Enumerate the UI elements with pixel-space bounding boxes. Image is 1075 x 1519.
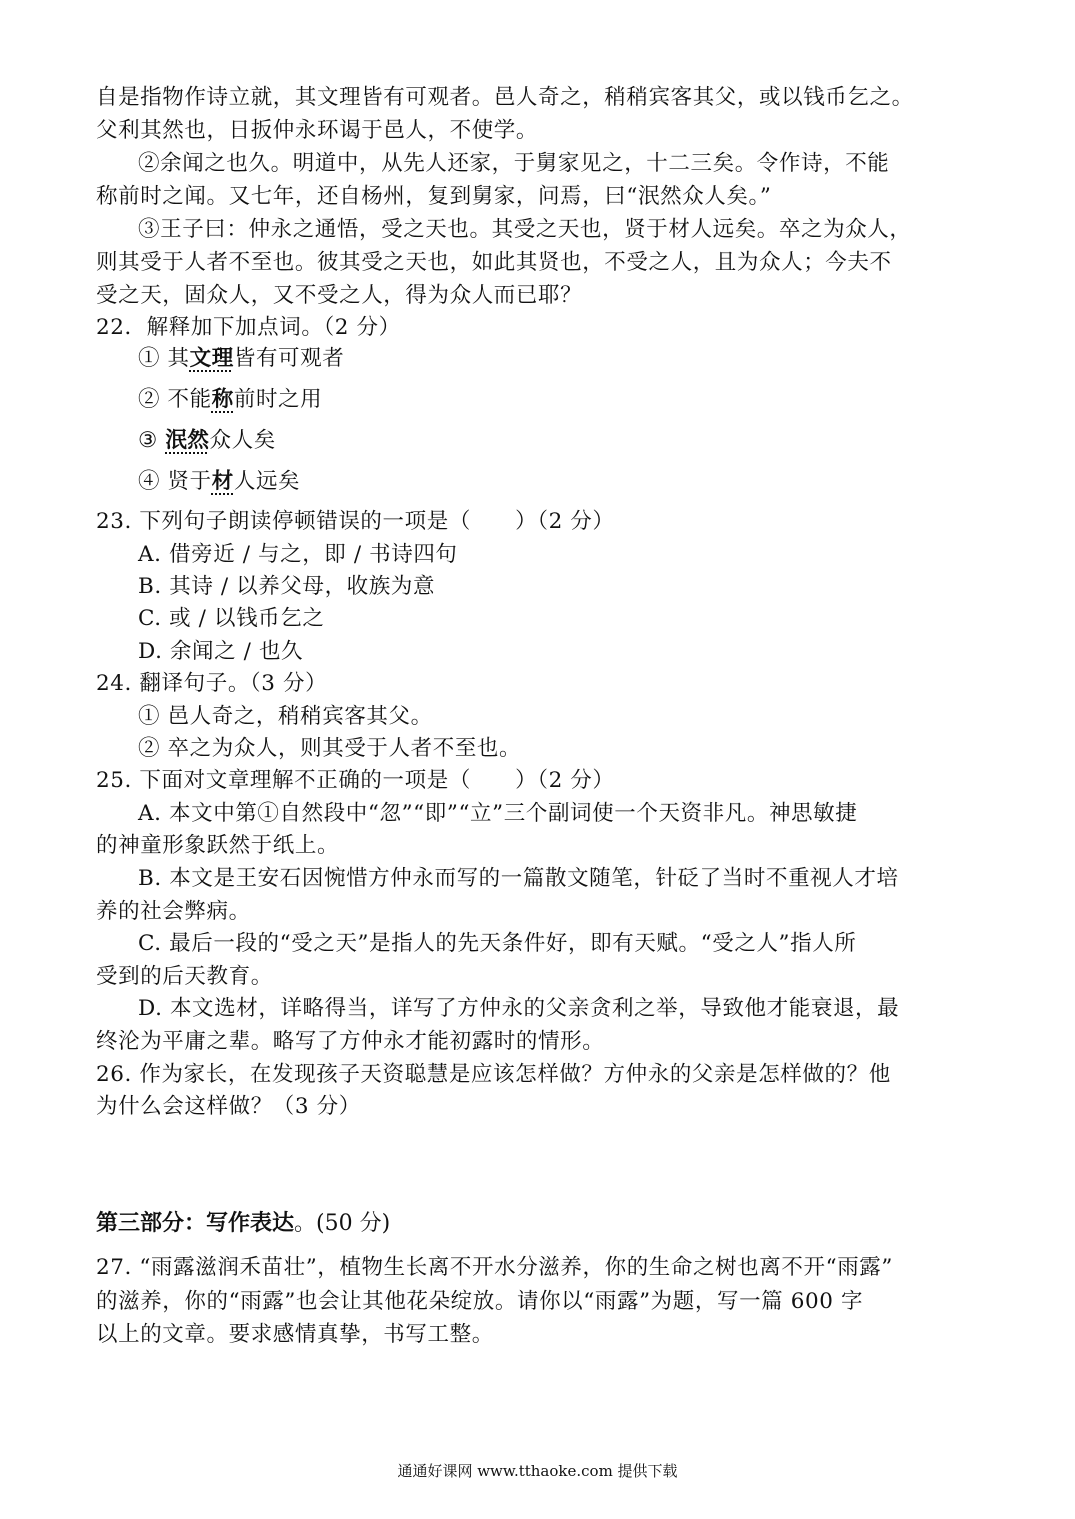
passage-line: 则其受于人者不至也。彼其受之天也，如此其贤也，不受之人，且为众人；今夫不 <box>96 250 892 275</box>
question-25-stem: 25. 下面对文章理解不正确的一项是（ ）（2 分） <box>96 768 615 793</box>
item-pre: 其 <box>167 346 190 371</box>
item-pre: 不能 <box>167 387 212 412</box>
question-27-line: 的滋养，你的“雨露”也会让其他花朵绽放。请你以“雨露”为题，写一篇 600 字 <box>96 1289 864 1314</box>
dotted-word: 泯然 <box>165 428 210 453</box>
question-26-line: 26. 作为家长，在发现孩子天资聪慧是应该怎样做？方仲永的父亲是怎样做的？他 <box>96 1062 891 1087</box>
question-23-stem: 23. 下列句子朗读停顿错误的一项是（ ）（2 分） <box>96 509 615 534</box>
q25-option-d-cont: 终沦为平庸之辈。略写了方仲永才能初露时的情形。 <box>96 1029 605 1054</box>
q22-item <box>138 343 344 375</box>
question-27-line: 以上的文章。要求感情真挚，书写工整。 <box>96 1322 494 1347</box>
dotted-word: 材 <box>211 469 234 494</box>
question-26-line: 为什么会这样做？（3 分） <box>96 1094 361 1119</box>
q24-item: ① 邑人奇之，稍稍宾客其父。 <box>138 704 433 729</box>
q23-option-a: A. 借旁近 / 与之，即 / 书诗四句 <box>138 542 458 567</box>
q23-option-c: C. 或 / 以钱币乞之 <box>138 606 325 631</box>
q25-option-c: C. 最后一段的“受之天”是指人的先天条件好，即有天赋。“受之人”指人所 <box>138 931 857 956</box>
item-number: ③ <box>138 428 158 453</box>
q24-item: ② 卒之为众人，则其受于人者不至也。 <box>138 736 522 761</box>
q25-option-a-cont: 的神童形象跃然于纸上。 <box>96 833 340 858</box>
section-3-heading <box>96 1208 390 1240</box>
item-number: ④ <box>138 469 161 494</box>
page-footer: 通通好课网 www.tthaoke.com 提供下载 <box>397 1462 678 1480</box>
item-post: 皆有可观者 <box>233 346 345 371</box>
q25-option-d: D. 本文选材，详略得当，详写了方仲永的父亲贪利之举，导致他才能衰退，最 <box>138 996 900 1021</box>
section-3-score: 。(50 分) <box>294 1211 391 1236</box>
dotted-word: 称 <box>211 387 234 412</box>
item-post: 众人矣 <box>209 428 276 453</box>
q23-option-d: D. 余闻之 / 也久 <box>138 639 304 664</box>
passage-line: 父利其然也，日扳仲永环谒于邑人，不使学。 <box>96 118 539 143</box>
q22-item <box>138 425 276 457</box>
q23-option-b: B. 其诗 / 以养父母，收族为意 <box>138 574 436 599</box>
item-pre: 贤于 <box>167 469 212 494</box>
passage-line: 受之天，固众人，又不受之人，得为众人而已耶？ <box>96 283 583 308</box>
passage-line: 自是指物作诗立就，其文理皆有可观者。邑人奇之，稍稍宾客其父，或以钱币乞之。 <box>96 85 914 110</box>
q25-option-b: B. 本文是王安石因惋惜方仲永而写的一篇散文随笔，针砭了当时不重视人才培 <box>138 866 899 891</box>
q22-item <box>138 466 300 498</box>
q22-item <box>138 384 322 416</box>
question-22-stem: 22．解释加下加点词。（2 分） <box>96 315 401 340</box>
q25-option-a: A. 本文中第①自然段中“忽”“即”“立”三个副词使一个天资非凡。神思敏捷 <box>138 801 858 826</box>
question-24-stem: 24. 翻译句子。（3 分） <box>96 671 328 696</box>
q25-option-c-cont: 受到的后天教育。 <box>96 964 273 989</box>
passage-line: ②余闻之也久。明道中，从先人还家，于舅家见之，十二三矣。令作诗，不能 <box>138 151 890 176</box>
item-number: ② <box>138 387 161 412</box>
dotted-word: 文理 <box>189 346 234 371</box>
item-post: 前时之用 <box>233 387 323 412</box>
item-number: ① <box>138 346 161 371</box>
section-3-title: 第三部分：写作表达 <box>96 1211 295 1236</box>
item-post: 人远矣 <box>233 469 301 494</box>
passage-line: 称前时之闻。又七年，还自杨州，复到舅家，问焉，曰“泯然众人矣。” <box>96 184 772 209</box>
question-27-line: 27. “雨露滋润禾苗壮”，植物生长离不开水分滋养，你的生命之树也离不开“雨露” <box>96 1255 893 1280</box>
passage-line: ③王子曰：仲永之通悟，受之天也。其受之天也，贤于材人远矣。卒之为众人， <box>138 217 912 242</box>
q25-option-b-cont: 养的社会弊病。 <box>96 899 251 924</box>
